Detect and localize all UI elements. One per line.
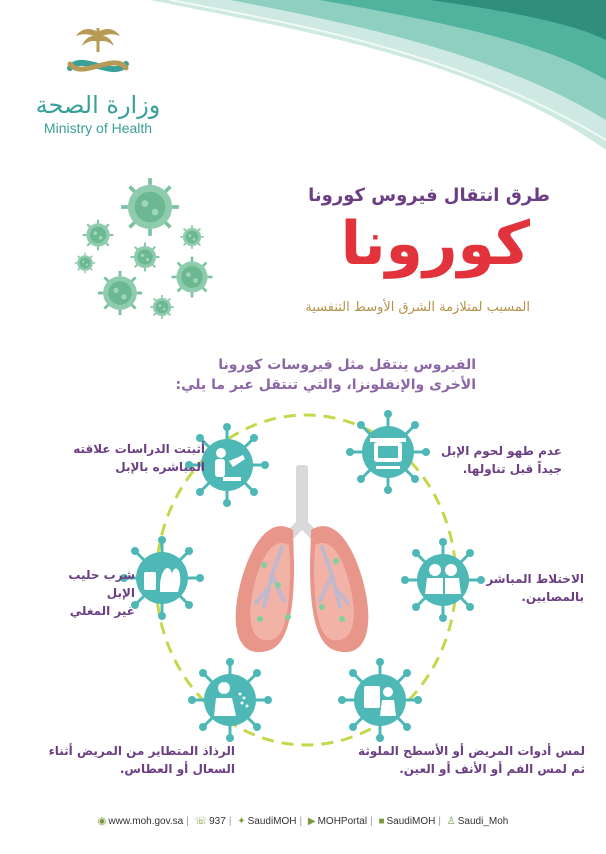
sneeze-icon	[188, 658, 272, 742]
footer-website[interactable]: ◉ www.moh.gov.sa	[97, 816, 184, 827]
logo-arabic-text: وزارة الصحة	[35, 91, 161, 119]
item-touch-line2: ثم لمس الفم أو الأنف أو العين.	[399, 762, 585, 776]
item-droplets-line2: السعال أو العطاس.	[119, 762, 235, 776]
footer-snapchat[interactable]: ♙ Saudi_Moh	[446, 816, 509, 827]
item-camel-milk-line1: شرب حليب الإبل	[68, 568, 135, 600]
ministry-logo	[28, 24, 168, 136]
item-camel-milk-line2: غير المغلي	[69, 604, 135, 618]
phone-icon: ☏	[194, 816, 208, 827]
footer-facebook[interactable]: ■ SaudiMOH	[378, 816, 436, 827]
item-camel-study-line2: المباشره بالإبل	[115, 460, 205, 474]
intro-line-2: الأخرى والإنفلونزا، والتي تنتقل عبر ما يلي:	[175, 377, 476, 394]
footer-portal[interactable]: ▶ MOHPortal	[307, 816, 368, 827]
item-camel-study-line1: أثبتت الدراسات علاقته	[73, 442, 205, 456]
title-main: كورونا	[340, 209, 530, 279]
cooking-pot-icon	[346, 410, 430, 494]
footer-twitter[interactable]: ✦ SaudiMOH	[237, 816, 297, 827]
youtube-icon: ▶	[307, 816, 316, 827]
twitter-icon: ✦	[237, 816, 246, 827]
item-cook-meat	[432, 442, 562, 478]
item-mixing	[480, 570, 584, 606]
item-cook-meat-line1: عدم طهو لحوم الإبل	[441, 444, 562, 458]
title-description: المسبب لمتلازمة الشرق الأوسط التنفسية	[305, 300, 530, 315]
facebook-icon: ■	[378, 816, 385, 827]
title-subtitle: طرق انتقال فيروس كورونا	[308, 185, 550, 206]
snapchat-icon: ♙	[446, 816, 456, 827]
intro-text	[116, 355, 476, 396]
globe-icon: ◉	[97, 816, 107, 827]
item-droplets-line1: الرذاذ المتطاير من المريض أثناء	[48, 744, 235, 758]
item-mixing-line1: الاختلاط المباشر	[486, 572, 584, 586]
footer-phone[interactable]: ☏ 937	[194, 816, 226, 827]
item-cook-meat-line2: جيداً قبل تناولها.	[462, 462, 562, 476]
item-touch	[350, 742, 585, 778]
palm-swords-emblem-icon	[58, 24, 138, 86]
item-droplets	[45, 742, 235, 778]
item-camel-milk	[40, 566, 135, 620]
item-touch-line1: لمس أدوات المريض أو الأسطح الملوثة	[358, 744, 585, 758]
footer-contacts: ◉ www.moh.gov.sa | ☏ 937 | ✦ SaudiMOH | ▶ MOHPortal | ■ SaudiMOH | ♙ Saudi_Moh	[97, 816, 509, 827]
intro-line-1: الفيروس ينتقل مثل فيروسات كورونا	[218, 357, 476, 373]
item-mixing-line2: بالمصابين.	[521, 590, 584, 604]
touch-surface-icon	[338, 658, 422, 742]
item-camel-study	[40, 440, 205, 476]
logo-english-text: Ministry of Health	[43, 120, 153, 137]
people-contact-icon	[401, 538, 485, 622]
